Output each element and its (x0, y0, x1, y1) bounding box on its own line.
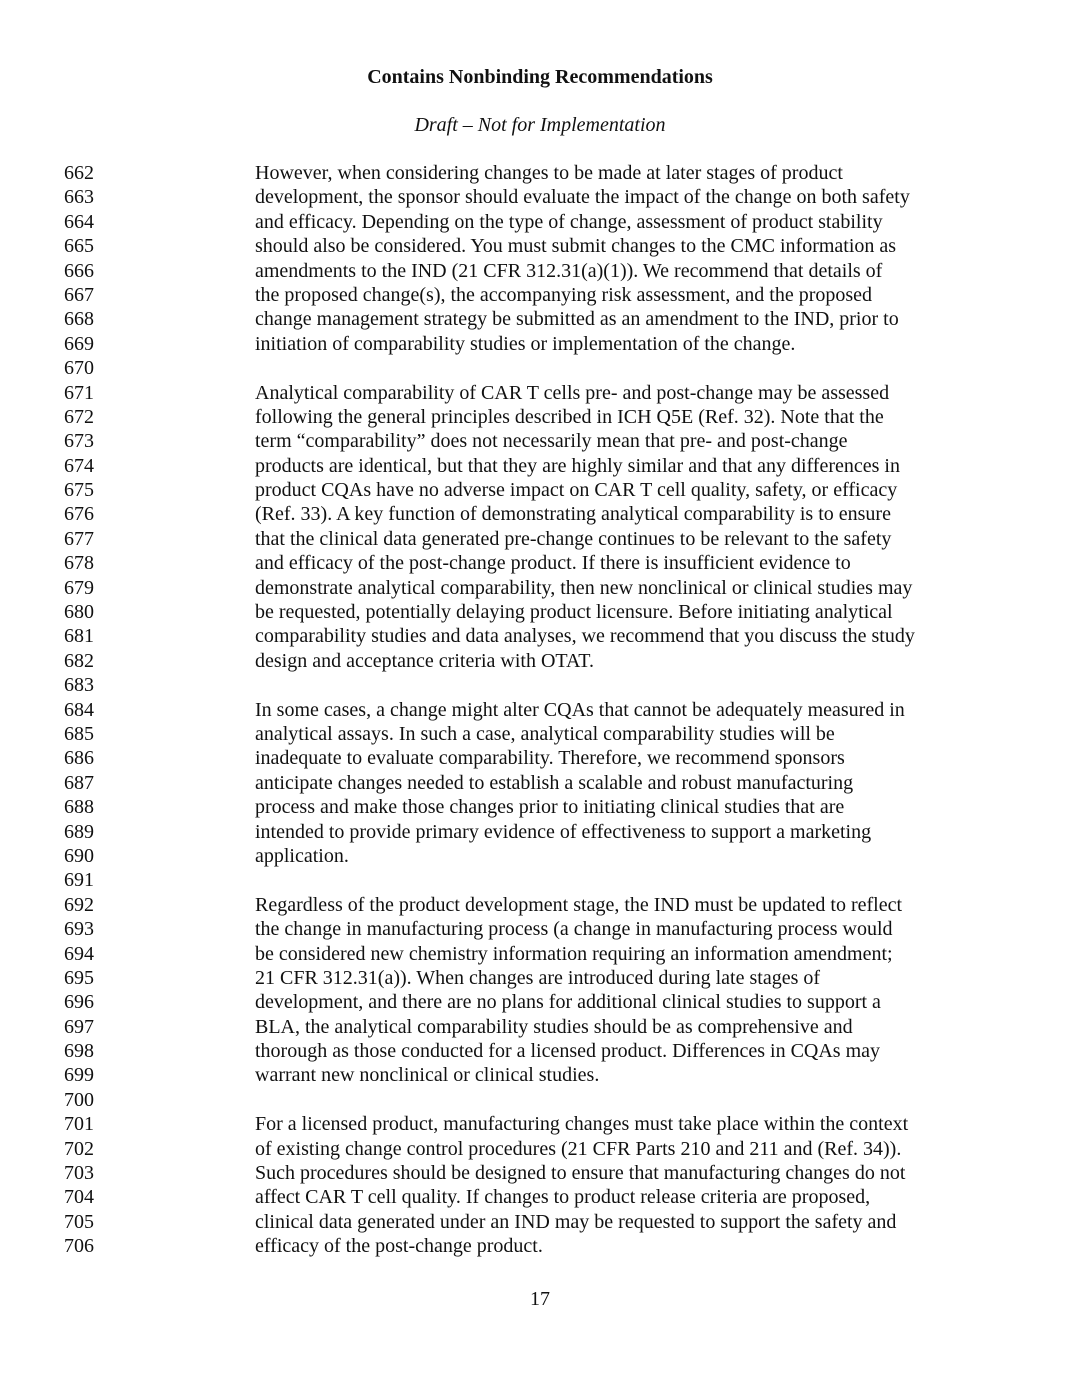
line-text: products are identical, but that they are highly similar and that any differences in (255, 454, 900, 477)
text-line (0, 234, 1080, 258)
line-text: be requested, potentially delaying product licensure. Before initiating analytical (255, 601, 893, 624)
line-text: clinical data generated under an IND may be requested to support the safety and (255, 1210, 897, 1233)
text-line (0, 283, 1080, 307)
line-number: 682 (64, 649, 94, 672)
line-number: 675 (64, 479, 94, 502)
line-text: However, when considering changes to be made at later stages of product (255, 162, 843, 184)
line-number: 693 (64, 918, 94, 941)
line-number: 678 (64, 552, 94, 575)
text-line (0, 893, 1080, 917)
document-header-title: Contains Nonbinding Recommendations (367, 66, 713, 88)
line-number: 665 (64, 235, 94, 258)
text-line (0, 698, 1080, 722)
text-line (0, 307, 1080, 331)
line-number: 703 (64, 1162, 94, 1185)
line-text: analytical assays. In such a case, analytical comparability studies will be (255, 722, 835, 745)
line-number: 694 (64, 942, 94, 965)
line-number: 695 (64, 966, 94, 989)
text-line (0, 502, 1080, 526)
line-text: development, and there are no plans for additional clinical studies to support a (255, 991, 881, 1014)
text-line (0, 161, 1080, 185)
line-text: efficacy of the post-change product. (255, 1235, 543, 1258)
page-number: 17 (530, 1288, 550, 1310)
line-number: 667 (64, 283, 94, 306)
line-number: 671 (64, 381, 94, 404)
document-header-subtitle: Draft – Not for Implementation (414, 114, 666, 136)
line-number: 669 (64, 332, 94, 355)
text-line (0, 381, 1080, 405)
line-text: inadequate to evaluate comparability. Therefore, we recommend sponsors (255, 747, 845, 770)
text-line (0, 746, 1080, 770)
line-text: and efficacy of the post-change product. If there is insufficient evidence to (255, 552, 851, 575)
line-number: 699 (64, 1064, 94, 1087)
text-line (0, 771, 1080, 795)
line-text: change management strategy be submitted as an amendment to the IND, prior to (255, 308, 899, 331)
text-line (0, 844, 1080, 868)
text-line (0, 185, 1080, 209)
line-number: 706 (64, 1235, 94, 1258)
line-text: warrant new nonclinical or clinical studies. (255, 1064, 600, 1087)
text-line (0, 1039, 1080, 1063)
line-text: affect CAR T cell quality. If changes to product release criteria are proposed, (255, 1186, 871, 1209)
text-line (0, 600, 1080, 624)
text-line (0, 868, 1080, 892)
line-text: initiation of comparability studies or implementation of the change. (255, 332, 796, 355)
line-number: 680 (64, 601, 94, 624)
line-text: anticipate changes needed to establish a scalable and robust manufacturing (255, 771, 854, 794)
line-text: the change in manufacturing process (a change in manufacturing process would (255, 918, 893, 941)
text-line (0, 1112, 1080, 1136)
line-text: the proposed change(s), the accompanying risk assessment, and the proposed (255, 283, 873, 306)
line-text: Such procedures should be designed to ensure that manufacturing changes do not (255, 1162, 906, 1185)
text-line (0, 624, 1080, 648)
text-line (0, 356, 1080, 380)
text-line (0, 966, 1080, 990)
line-number: 701 (64, 1113, 94, 1136)
text-line (0, 429, 1080, 453)
line-number: 677 (64, 527, 94, 550)
line-number: 700 (64, 1088, 94, 1111)
text-line (0, 1185, 1080, 1209)
line-number: 697 (64, 1015, 94, 1038)
line-number: 679 (64, 576, 94, 599)
line-text: Analytical comparability of CAR T cells pre- and post-change may be assessed (255, 381, 890, 404)
line-text: that the clinical data generated pre-change continues to be relevant to the safety (255, 527, 892, 550)
text-line (0, 673, 1080, 697)
text-line (0, 405, 1080, 429)
line-number: 684 (64, 698, 94, 721)
text-line (0, 1063, 1080, 1087)
line-number: 705 (64, 1210, 94, 1233)
text-line (0, 576, 1080, 600)
text-line (0, 454, 1080, 478)
line-number: 685 (64, 722, 94, 745)
line-text: thorough as those conducted for a licensed product. Differences in CQAs may (255, 1040, 881, 1063)
line-number: 673 (64, 430, 94, 453)
line-number: 688 (64, 796, 94, 819)
text-line (0, 1137, 1080, 1161)
text-line (0, 917, 1080, 941)
line-number: 702 (64, 1137, 94, 1160)
line-text: process and make those changes prior to initiating clinical studies that are (255, 796, 845, 819)
line-text: design and acceptance criteria with OTAT. (255, 649, 594, 672)
line-number: 696 (64, 991, 94, 1014)
text-line (0, 332, 1080, 356)
text-line (0, 551, 1080, 575)
line-number: 663 (64, 186, 94, 209)
line-text: development, the sponsor should evaluate the impact of the change on both safety (255, 186, 910, 209)
line-text: Regardless of the product development stage, the IND must be updated to reflect (255, 893, 903, 916)
line-number: 692 (64, 893, 94, 916)
text-line (0, 722, 1080, 746)
text-line (0, 649, 1080, 673)
text-line (0, 1015, 1080, 1039)
line-text: BLA, the analytical comparability studies should be as comprehensive and (255, 1015, 853, 1038)
text-line (0, 1088, 1080, 1112)
text-line (0, 210, 1080, 234)
line-number: 676 (64, 503, 94, 526)
line-text: application. (255, 844, 349, 867)
text-line (0, 820, 1080, 844)
line-number: 689 (64, 820, 94, 843)
text-line (0, 527, 1080, 551)
line-number: 681 (64, 625, 94, 648)
line-number: 704 (64, 1186, 94, 1209)
line-text: comparability studies and data analyses, we recommend that you discuss the study (255, 625, 915, 648)
line-number: 674 (64, 454, 94, 477)
line-number: 698 (64, 1040, 94, 1063)
line-text: demonstrate analytical comparability, then new nonclinical or clinical studies may (255, 576, 913, 599)
line-number: 686 (64, 747, 94, 770)
line-text: following the general principles described in ICH Q5E (Ref. 32). Note that the (255, 405, 884, 428)
text-line (0, 478, 1080, 502)
text-line (0, 259, 1080, 283)
line-text: term “comparability” does not necessarily mean that pre- and post-change (255, 430, 848, 453)
line-text: (Ref. 33). A key function of demonstrating analytical comparability is to ensure (255, 503, 891, 526)
line-number: 691 (64, 869, 94, 892)
line-number: 670 (64, 357, 94, 380)
line-text: intended to provide primary evidence of effectiveness to support a marketing (255, 820, 872, 843)
line-number: 668 (64, 308, 94, 331)
line-text: For a licensed product, manufacturing changes must take place within the context (255, 1113, 909, 1136)
line-text: 21 CFR 312.31(a)). When changes are introduced during late stages of (255, 966, 821, 989)
line-text: amendments to the IND (21 CFR 312.31(a)(1)). We recommend that details of (255, 259, 883, 282)
text-line (0, 990, 1080, 1014)
line-text: product CQAs have no adverse impact on CAR T cell quality, safety, or efficacy (255, 479, 898, 502)
line-number: 690 (64, 844, 94, 867)
line-number: 683 (64, 674, 94, 697)
text-line (0, 795, 1080, 819)
line-number: 687 (64, 771, 94, 794)
line-number: 664 (64, 210, 94, 233)
line-text: should also be considered. You must submit changes to the CMC information as (255, 235, 897, 258)
line-number: 672 (64, 405, 94, 428)
text-line (0, 1234, 1080, 1258)
text-line (0, 942, 1080, 966)
line-text: of existing change control procedures (21 CFR Parts 210 and 211 and (Ref. 34)). (255, 1137, 902, 1160)
text-line (0, 1210, 1080, 1234)
numbered-text-body (0, 161, 1080, 1259)
line-text: In some cases, a change might alter CQAs that cannot be adequately measured in (255, 698, 905, 721)
line-number: 666 (64, 259, 94, 282)
line-text: and efficacy. Depending on the type of change, assessment of product stability (255, 210, 883, 233)
line-text: be considered new chemistry information requiring an information amendment; (255, 942, 893, 965)
line-number: 662 (64, 162, 94, 184)
text-line (0, 1161, 1080, 1185)
